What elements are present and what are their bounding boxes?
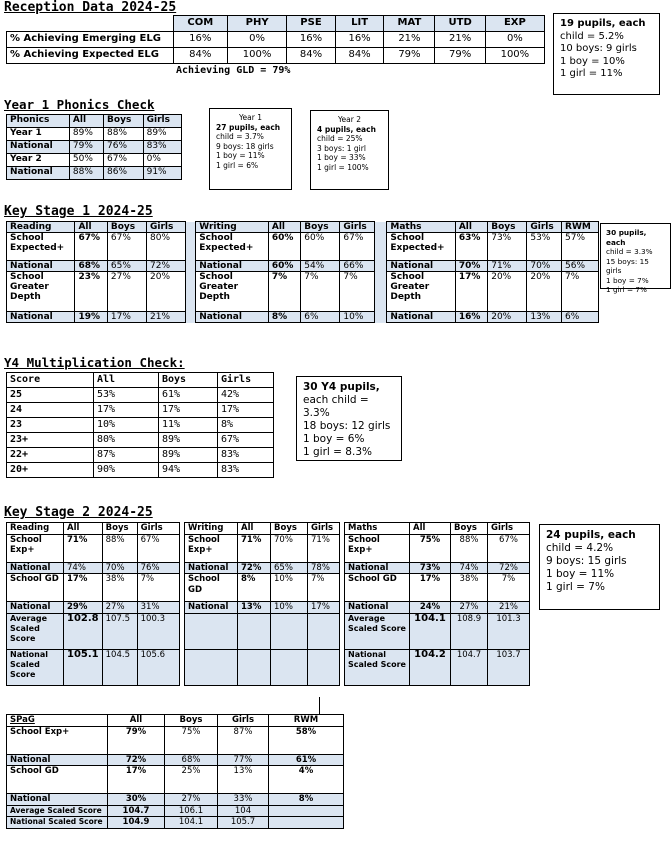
ks1-pupil-note: 30 pupils, each child = 3.3% 15 boys: 15 girls 1 boy = 7% 1 girl = 7% (600, 223, 671, 289)
table-row: 23 10% 11% 8% (7, 418, 274, 433)
table-row: % Achieving Emerging ELG 16% 0% 16% 16% 21% 21% 0% (7, 32, 545, 48)
ks2-maths-table: Maths All Boys Girls School Exp+ 75% 88% 67% National 73% 74% 72% School GD 17% 38% 7% National 24% 27% 21% Average Scaled Score 104.1 108.9 101.3 National Scaled Score 104.2 104.7 103.7 (344, 522, 530, 686)
reception-header: PHY (228, 16, 287, 32)
reception-header: LIT (335, 16, 384, 32)
table-row: National 74% 70% 76% (7, 562, 180, 574)
table-row: National 13% 10% 17% (185, 602, 340, 614)
phonics-year1-note: Year 1 27 pupils, each child = 3.7% 9 boys: 18 girls 1 boy = 11% 1 girl = 6% (209, 108, 292, 190)
y4-pupil-note: 30 Y4 pupils, each child = 3.3% 18 boys: 12 girls 1 boy = 6% 1 girl = 8.3% (296, 376, 402, 461)
table-row: School Exp+ 79% 75% 87% 58% (7, 726, 344, 754)
phonics-year2-note: Year 2 4 pupils, each child = 25% 3 boys: 1 girl 1 boy = 33% 1 girl = 100% (310, 110, 389, 190)
reception-header: MAT (384, 16, 435, 32)
table-row: Average Scaled Score 102.8 107.5 100.3 (7, 613, 180, 649)
table-row: School Exp+ 71% 70% 71% (185, 534, 340, 562)
table-row: 25 53% 61% 42% (7, 388, 274, 403)
table-row: National 24% 27% 21% (345, 602, 530, 614)
table-row: National Scaled Score 104.2 104.7 103.7 (345, 649, 530, 685)
table-row: Year 2 50% 67% 0% (7, 154, 182, 167)
ks2-writing-table: Writing All Boys Girls School Exp+ 71% 70% 71% National 72% 65% 78% School GD 8% 10% 7% National 13% 10% 17% (184, 522, 340, 686)
table-row: National Scaled Score 104.9 104.1 105.7 (7, 817, 344, 829)
ks1-table: Reading All Boys Girls Writing All Boys Girls Maths All Boys Girls RWM School Expected+ 67% 67% 80% School Expected+ 60% 60% 67% School Expected+ 63% 73% 53% 57% National 68% 65% 72% National 60% 54% 66% National 70% 71% 70% 56% School Greater Depth 23% 27% 20% School Greater Depth 7% 7% 7% School Greater Depth 17% 20% 20% 7% National 19% 17% 21% National 8% 6% 10% National 16% 20% 13% 6% (6, 221, 599, 323)
connector-line (319, 697, 320, 714)
table-row: 24 17% 17% 17% (7, 403, 274, 418)
table-row: National 19% 17% 21% National 8% 6% 10% National 16% 20% 13% 6% (7, 312, 599, 323)
reception-pupil-note: 19 pupils, each child = 5.2% 10 boys: 9 girls 1 boy = 10% 1 girl = 11% (553, 13, 660, 95)
ks1-title: Key Stage 1 2024-25 (4, 204, 153, 219)
reception-title: Reception Data 2024-25 (4, 0, 177, 15)
reception-header: COM (173, 16, 228, 32)
table-row: Average Scaled Score 104.7 106.1 104 (7, 805, 344, 817)
gld-text: Achieving GLD = 79% (176, 65, 291, 76)
reception-header: PSE (287, 16, 336, 32)
table-row: School Greater Depth 23% 27% 20% School Greater Depth 7% 7% 7% School Greater Depth 17% 20% 20% 7% (7, 272, 599, 312)
table-row: National 73% 74% 72% (345, 562, 530, 574)
table-row: National 68% 65% 72% National 60% 54% 66% National 70% 71% 70% 56% (7, 261, 599, 272)
table-row: National 79% 76% 83% (7, 141, 182, 154)
phonics-table: Phonics All Boys Girls Year 1 89% 88% 89% National 79% 76% 83% Year 2 50% 67% 0% National 88% 86% 91% (6, 114, 182, 180)
table-row: Average Scaled Score 104.1 108.9 101.3 (345, 613, 530, 649)
table-row: School GD 17% 25% 13% 4% (7, 766, 344, 794)
table-row: Year 1 89% 88% 89% (7, 128, 182, 141)
table-row: National Scaled Score 105.1 104.5 105.6 (7, 649, 180, 685)
table-row: School Exp+ 71% 88% 67% (7, 534, 180, 562)
spag-table: SPaG All Boys Girls RWM School Exp+ 79% 75% 87% 58% National 72% 68% 77% 61% School GD 17% 25% 13% 4% National 30% 27% 33% 8% Average Scaled Score 104.7 106.1 104 National Scaled Score 104.9 104.1 105.7 (6, 714, 344, 829)
table-row: National 88% 86% 91% (7, 167, 182, 180)
table-row: School GD 17% 38% 7% (345, 574, 530, 602)
table-row: 22+ 87% 89% 83% (7, 448, 274, 463)
table-row: School GD 17% 38% 7% (7, 574, 180, 602)
table-row: National 72% 68% 77% 61% (7, 754, 344, 766)
table-row: 20+ 90% 94% 83% (7, 463, 274, 478)
table-row: % Achieving Expected ELG 84% 100% 84% 84% 79% 79% 100% (7, 48, 545, 64)
reception-header: UTD (435, 16, 485, 32)
table-row: School GD 8% 10% 7% (185, 574, 340, 602)
table-row: National 72% 65% 78% (185, 562, 340, 574)
ks2-reading-table: Reading All Boys Girls School Exp+ 71% 88% 67% National 74% 70% 76% School GD 17% 38% 7% National 29% 27% 31% Average Scaled Score 102.8 107.5 100.3 National Scaled Score 105.1 104.5 105.6 (6, 522, 180, 686)
table-row: National 30% 27% 33% 8% (7, 794, 344, 806)
table-row: School Expected+ 67% 67% 80% School Expected+ 60% 60% 67% School Expected+ 63% 73% 53% 57% (7, 233, 599, 261)
y4-table: Score All Boys Girls 25 53% 61% 42% 24 17% 17% 17% 23 10% 11% 8% 23+ 80% 89% 67% 22+ 87% 89% 83% 20+ 90% 94% 83% (6, 372, 274, 478)
ks2-title: Key Stage 2 2024-25 (4, 505, 153, 520)
reception-header: EXP (485, 16, 544, 32)
phonics-title: Year 1 Phonics Check (4, 97, 155, 112)
y4-title: Y4 Multiplication Check: (4, 355, 185, 370)
reception-table (6, 15, 545, 79)
table-row: 23+ 80% 89% 67% (7, 433, 274, 448)
table-row: National 29% 27% 31% (7, 602, 180, 614)
ks2-pupil-note: 24 pupils, each child = 4.2% 9 boys: 15 girls 1 boy = 11% 1 girl = 7% (539, 524, 660, 610)
table-row: School Exp+ 75% 88% 67% (345, 534, 530, 562)
